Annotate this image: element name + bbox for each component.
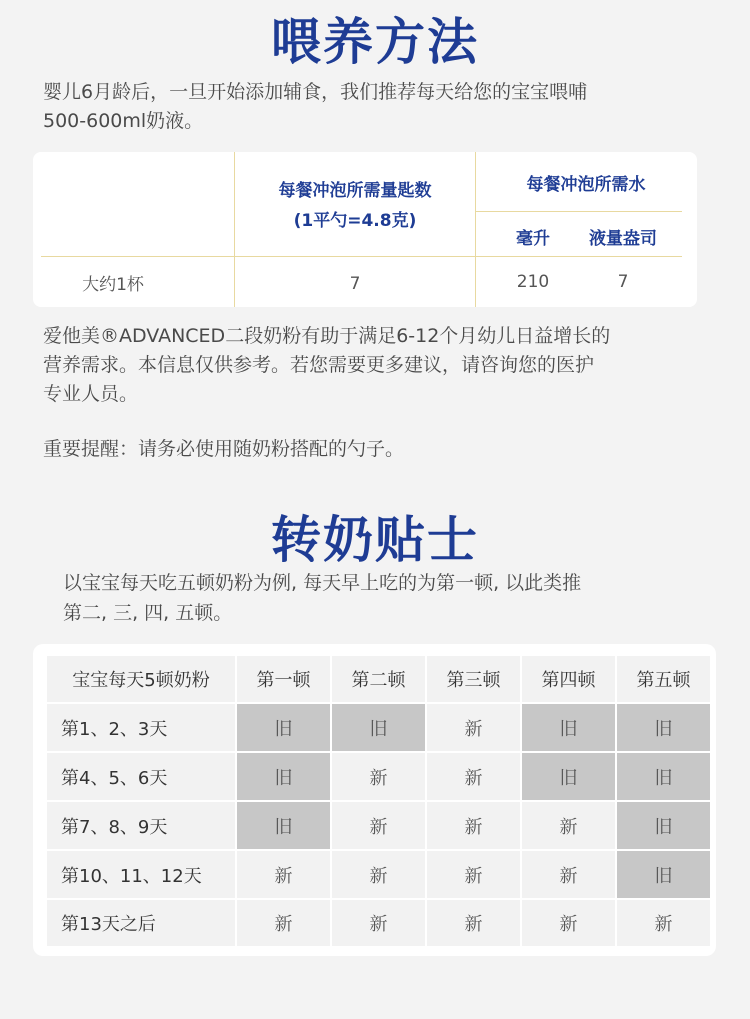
row-label: 大约1杯	[82, 275, 144, 295]
old-formula-cell: 旧	[617, 851, 710, 898]
new-formula-cell: 新	[332, 851, 425, 898]
transition-intro-line: 以宝宝每天吃五顿奶粉为例, 每天早上吃的为第一顿, 以此类推	[63, 572, 582, 594]
new-formula-cell: 新	[237, 900, 330, 946]
old-formula-cell: 旧	[237, 802, 330, 849]
new-formula-cell: 新	[522, 802, 615, 849]
feeding-intro-line: 婴儿6月龄后，一旦开始添加辅食，我们推荐每天给您的宝宝喂哺	[43, 81, 588, 103]
header-scoops-note: (1平勺=4.8克)	[293, 211, 417, 231]
old-formula-cell: 旧	[522, 704, 615, 751]
column-header-meal-3: 第三顿	[427, 656, 520, 702]
old-formula-cell: 旧	[617, 802, 710, 849]
product-note	[43, 322, 610, 409]
row-label: 第10、11、12天	[47, 851, 235, 898]
column-header-meal-2: 第二顿	[332, 656, 425, 702]
new-formula-cell: 新	[522, 851, 615, 898]
new-formula-cell: 新	[332, 900, 425, 946]
column-header-feedings: 宝宝每天5顿奶粉	[47, 656, 235, 702]
new-formula-cell: 新	[522, 900, 615, 946]
header-scoops-line: 每餐冲泡所需量匙数	[278, 181, 432, 201]
product-note-line: 营养需求。本信息仅供参考。若您需要更多建议，请咨询您的医护	[43, 354, 595, 376]
new-formula-cell: 新	[427, 851, 520, 898]
transition-table	[47, 656, 710, 946]
row-ml: 210	[516, 272, 550, 292]
new-formula-cell: 新	[427, 753, 520, 800]
row-label: 第7、8、9天	[47, 802, 235, 849]
transition-intro-line: 第二, 三, 四, 五顿。	[63, 602, 233, 624]
row-label: 第4、5、6天	[47, 753, 235, 800]
feeding-title: 喂养方法	[271, 13, 479, 71]
new-formula-cell: 新	[427, 900, 520, 946]
old-formula-cell: 旧	[237, 753, 330, 800]
new-formula-cell: 新	[617, 900, 710, 946]
new-formula-cell: 新	[427, 704, 520, 751]
old-formula-cell: 旧	[522, 753, 615, 800]
column-header-meal-5: 第五顿	[617, 656, 710, 702]
new-formula-cell: 新	[237, 851, 330, 898]
old-formula-cell: 旧	[617, 753, 710, 800]
header-oz: 液量盎司	[589, 229, 657, 249]
new-formula-cell: 新	[332, 802, 425, 849]
row-scoops: 7	[349, 274, 361, 294]
header-water: 每餐冲泡所需水	[526, 175, 646, 195]
row-oz: 7	[617, 272, 629, 292]
transition-intro	[63, 568, 581, 628]
column-header-meal-1: 第一顿	[237, 656, 330, 702]
old-formula-cell: 旧	[237, 704, 330, 751]
product-note-line: 爱他美®ADVANCED二段奶粉有助于满足6-12个月幼儿日益增长的	[43, 325, 611, 347]
header-scoops	[235, 176, 475, 236]
feeding-intro	[43, 78, 587, 136]
row-label: 第1、2、3天	[47, 704, 235, 751]
feeding-table	[33, 152, 697, 307]
old-formula-cell: 旧	[332, 704, 425, 751]
product-note-line: 专业人员。	[43, 383, 139, 405]
transition-title: 转奶贴士	[271, 511, 479, 569]
column-header-meal-4: 第四顿	[522, 656, 615, 702]
row-label: 第13天之后	[47, 900, 235, 946]
header-ml: 毫升	[516, 229, 550, 249]
new-formula-cell: 新	[332, 753, 425, 800]
important-reminder: 重要提醒：请务必使用随奶粉搭配的勺子。	[43, 438, 405, 460]
old-formula-cell: 旧	[617, 704, 710, 751]
new-formula-cell: 新	[427, 802, 520, 849]
feeding-intro-line: 500-600ml奶液。	[43, 110, 204, 132]
